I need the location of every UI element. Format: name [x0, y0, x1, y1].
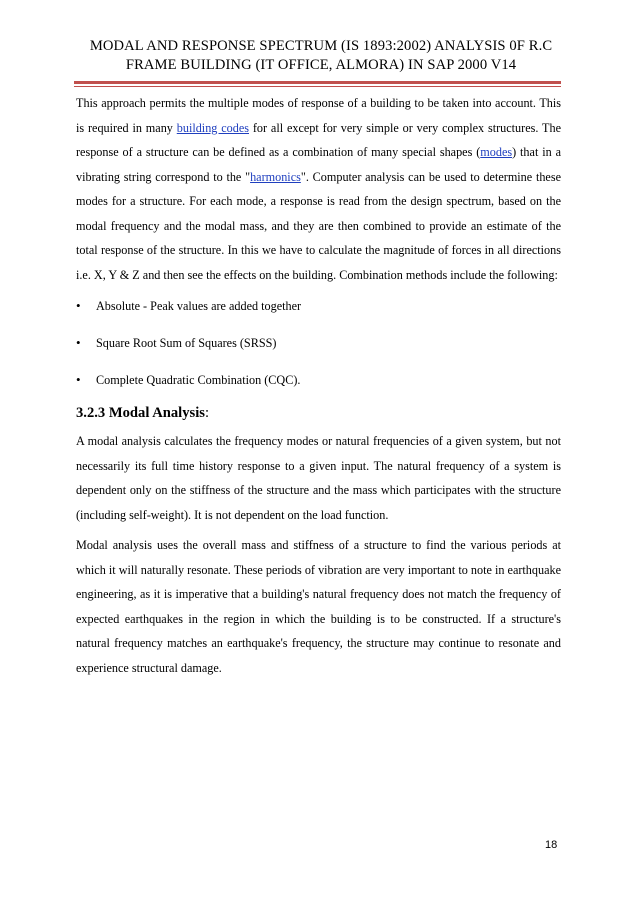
- combination-methods-list: [76, 294, 561, 392]
- page-header: [60, 37, 582, 75]
- modes-link[interactable]: modes: [480, 145, 513, 159]
- bullet-icon: •: [76, 335, 81, 350]
- section-heading-title: 3.2.3 Modal Analysis: [76, 405, 205, 421]
- header-title-line-1: MODAL AND RESPONSE SPECTRUM (IS 1893:2002) ANALYSIS 0F R.C: [89, 38, 553, 54]
- section-heading-colon: :: [204, 405, 209, 421]
- header-rule-thick: [74, 81, 561, 84]
- section-heading: [76, 402, 561, 424]
- header-title-line-2: FRAME BUILDING (IT OFFICE, ALMORA) IN SAP 2000 V14: [125, 57, 517, 73]
- list-item: [76, 294, 561, 318]
- modal-analysis-paragraph-1: A modal analysis calculates the frequency modes or natural frequencies of a given system, but not necessarily its full time history response to a given input. The natural frequency of a system is dependent only on the stiffness of the structure and the mass which participates with the structure (including self-weight). It is not dependent on the load function.: [76, 434, 561, 522]
- building-codes-link[interactable]: building codes: [176, 120, 249, 135]
- bullet-icon: •: [76, 372, 81, 387]
- modal-analysis-paragraph-2: Modal analysis uses the overall mass and stiffness of a structure to find the various periods at which it will naturally resonate. These periods of vibration are very important to note in earthquake engineering, as it is imperative that a building's natural frequency does not match the frequency of expected earthquakes in the region in which the building is to be constructed. If a structure's natural frequency matches an earthquake's frequency, the structure may continue to resonate and experience structural damage.: [76, 538, 561, 675]
- intro-text-3: ) that in a vibrating string correspond to the ": [76, 145, 561, 184]
- intro-paragraph: [76, 91, 561, 287]
- list-item: [76, 331, 561, 355]
- intro-text-2: for all except for very simple or very complex structures. The response of a structure can be defined as a combination of many special shapes (: [76, 120, 561, 159]
- list-item-text: Complete Quadratic Combination (CQC).: [96, 373, 301, 387]
- intro-text-4: ". Computer analysis can be used to determine these modes for a structure. For each mode, a response is read from the design spectrum, based on the modal frequency and the modal mass, and they are then combined to provide an estimate of the total response of the structure. In this we have to calculate the magnitude of forces in all directions i.e. X, Y & Z and then see the effects on the building. Combination methods include the following:: [76, 169, 561, 282]
- list-item-text: Absolute - Peak values are added together: [96, 299, 302, 313]
- bullet-icon: •: [76, 298, 81, 313]
- list-item-text: Square Root Sum of Squares (SRSS): [96, 336, 277, 350]
- header-rule-thin: [74, 86, 561, 87]
- intro-text-1: This approach permits the multiple modes of response of a building to be taken into account. This is required in many: [76, 96, 561, 135]
- list-item: [76, 368, 561, 392]
- page-number: 18: [545, 839, 558, 851]
- page-body: [76, 91, 561, 680]
- harmonics-link[interactable]: harmonics: [250, 169, 301, 184]
